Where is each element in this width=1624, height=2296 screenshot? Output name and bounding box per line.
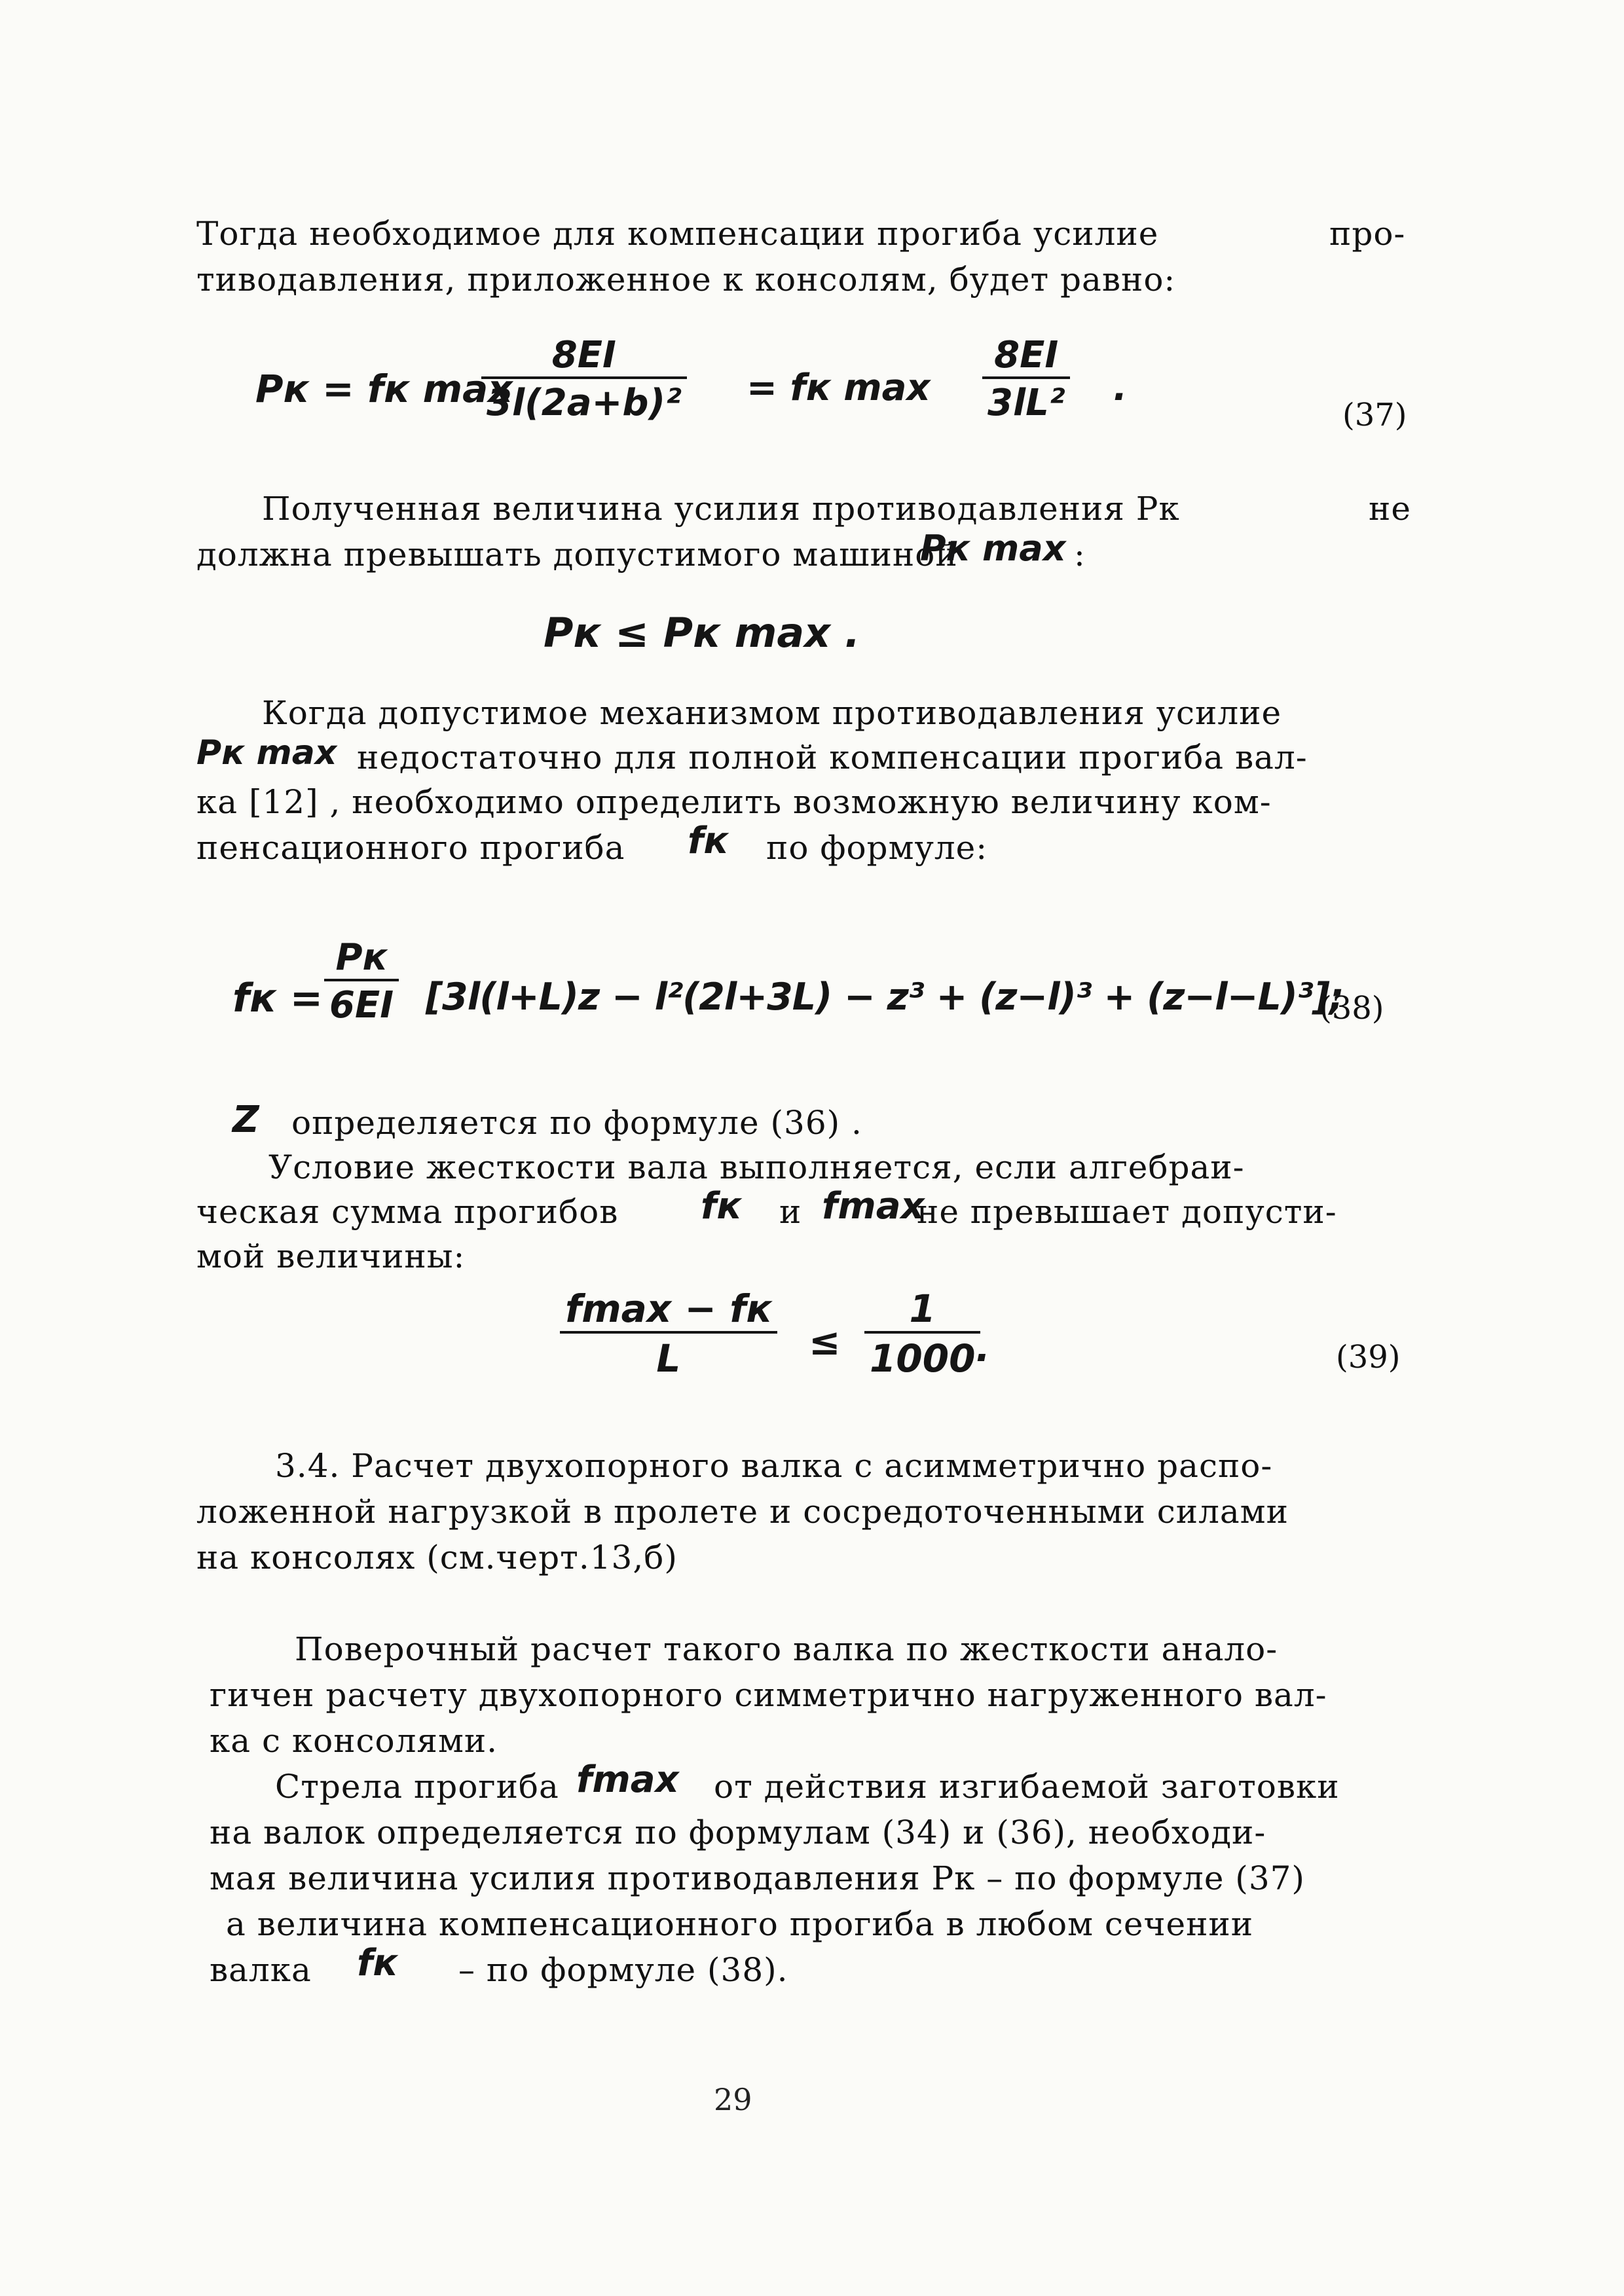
eq38-fraction (324, 936, 399, 1027)
section-heading-line2: ложенной нагрузкой в пролете и сосредоточенными силами (196, 1493, 1289, 1531)
para4-line3-c: не превышает допусти- (917, 1193, 1337, 1231)
eq37-fraction-1 (481, 334, 687, 424)
section-heading-line1: 3.4. Расчет двухопорного валка с асимметрично распо- (275, 1447, 1273, 1485)
para6-line3: мая величина усилия противодавления Рк – по формуле (37) (210, 1859, 1305, 1897)
para3-line2: недостаточно для полной компенсации прогиба вал- (357, 738, 1308, 776)
para6-line1-a: Стрела прогиба (275, 1768, 559, 1806)
eq38-lhs: fк = (232, 975, 323, 1021)
para5-line2: гичен расчету двухопорного симметрично нагруженного вал- (210, 1676, 1327, 1714)
para4-fk-symbol: fк (701, 1185, 742, 1228)
para6-line4: а величина компенсационного прогиба в любом сечении (226, 1905, 1254, 1943)
para6-line5-b: – по формуле (38). (458, 1951, 788, 1989)
eq38-denominator: 6EI (324, 979, 399, 1027)
para2-line1: Полученная величина усилия противодавления Рк (262, 490, 1180, 528)
eq37-fraction-2 (982, 334, 1070, 424)
eq38-body: [3l(l+L)z − l²(2l+3L) − z³ + (z−l)³ + (z−l−L)³]; (426, 975, 1344, 1019)
eq39-frac1-denominator: L (560, 1331, 777, 1381)
inequality-pk: Pк ≤ Pк max . (544, 609, 860, 657)
eq39-relation: ≤ (809, 1319, 841, 1364)
para4-line3-a: ческая сумма прогибов (196, 1193, 619, 1231)
eq37-middle: = fк max (747, 367, 931, 409)
para6-line5-a: валка (210, 1951, 312, 1989)
para1-line2: тиводавления, приложенное к консолям, будет равно: (196, 261, 1176, 299)
section-heading-line3: на консолях (см.черт.13,б) (196, 1539, 678, 1576)
eq37-frac2-denominator: 3lL² (982, 376, 1070, 424)
eq39-fraction-1 (560, 1286, 777, 1381)
para4-line2: Условие жесткости вала выполняется, если алгебраи- (268, 1148, 1245, 1186)
eq37-frac1-denominator: 3l(2a+b)² (481, 376, 687, 424)
para3-line4-end: по формуле: (766, 829, 988, 867)
para4-fmax-symbol: fmax (822, 1185, 925, 1228)
para4-line3-b: и (779, 1193, 802, 1231)
para2-pkmax-symbol: Pк max (920, 528, 1066, 569)
para6-line1-b: от действия изгибаемой заготовки (714, 1768, 1340, 1806)
eq38-numerator: Pк (335, 936, 388, 979)
eq37-number: (37) (1342, 397, 1407, 433)
para3-line3: ка [12] , необходимо определить возможную величину ком- (196, 783, 1272, 821)
para2-line2-end: : (1074, 536, 1086, 574)
eq39-tail: . (976, 1326, 991, 1370)
eq37-lhs: Pк = fк max (255, 367, 513, 411)
para6-fmax-symbol: fmax (576, 1758, 679, 1801)
eq37-frac2-numerator: 8EI (994, 334, 1059, 376)
eq39-frac2-denominator: 1000 (864, 1331, 980, 1381)
eq39-frac1-numerator: fmax − fк (565, 1286, 772, 1331)
eq39-frac2-numerator: 1 (909, 1286, 936, 1331)
para2-line2: должна превышать допустимого машиной (196, 536, 958, 574)
eq37-frac1-numerator: 8EI (551, 334, 616, 376)
para2-line1-end: не (1369, 490, 1411, 528)
para5-line1: Поверочный расчет такого валка по жесткости анало- (295, 1630, 1278, 1668)
page-number: 29 (714, 2082, 752, 2117)
para4-line1: определяется по формуле (36) . (291, 1104, 862, 1142)
eq39-fraction-2 (864, 1286, 980, 1381)
para4-line4: мой величины: (196, 1237, 466, 1275)
para3-line4: пенсационного прогиба (196, 829, 625, 867)
eq39-number: (39) (1336, 1339, 1401, 1376)
eq38-number: (38) (1320, 990, 1384, 1027)
para6-line2: на валок определяется по формулам (34) и (36), необходи- (210, 1813, 1266, 1851)
para1-line1-end: про- (1329, 215, 1406, 253)
para3-line1: Когда допустимое механизмом противодавления усилие (262, 694, 1282, 732)
eq37-tail: . (1113, 367, 1128, 409)
para5-line3: ка с консолями. (210, 1722, 498, 1760)
para1-line1: Тогда необходимое для компенсации прогиба усилие (196, 215, 1159, 253)
para3-fk-symbol: fк (688, 820, 729, 862)
para3-pkmax-symbol: Pк max (196, 733, 337, 773)
para4-z-symbol: Z (232, 1099, 259, 1141)
para6-fk-symbol: fк (357, 1942, 398, 1984)
